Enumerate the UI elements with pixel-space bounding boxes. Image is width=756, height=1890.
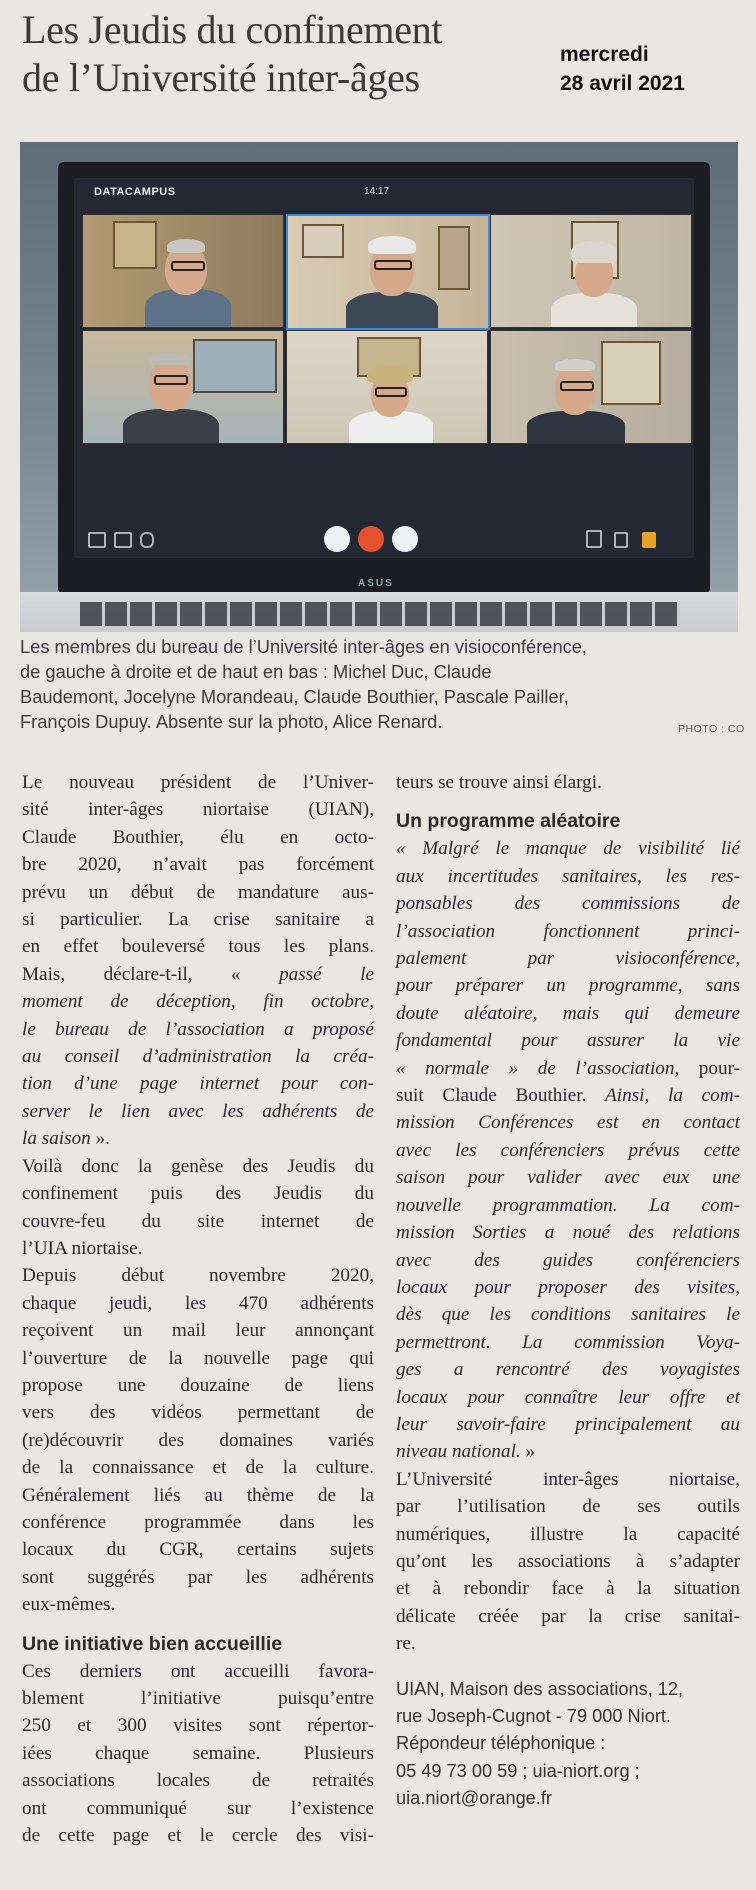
participant-tile-4 xyxy=(82,330,284,444)
participants-icon[interactable] xyxy=(614,532,628,548)
publication-date xyxy=(560,40,685,98)
participant-tile-1 xyxy=(82,214,284,328)
text-line: sité inter-âges niortaise (UIAN), xyxy=(22,799,374,821)
text-run: suit Claude Bouthier. xyxy=(396,1085,606,1107)
text-line: l’ouverture de la nouvelle page qui xyxy=(22,1347,374,1369)
text-line: vers des vidéos permettant de xyxy=(22,1402,374,1424)
text-line: propose une douzaine de liens xyxy=(22,1374,374,1396)
text-line: tion d’une page internet pour con- xyxy=(22,1073,374,1095)
text-line: ges a rencontré des voyagistes xyxy=(396,1359,740,1381)
text-line: Claude Bouthier, élu en octo- xyxy=(22,826,374,848)
text-line: (re)découvrir des domaines variés xyxy=(22,1429,374,1451)
share-screen-icon[interactable] xyxy=(114,532,132,548)
text-line: mission Sorties a noué des relations xyxy=(396,1222,740,1244)
subheading: Un programme aléatoire xyxy=(396,810,621,833)
text-run: » xyxy=(520,1441,536,1463)
text-line: l’UIA niortaise. xyxy=(22,1237,143,1259)
text-line: Depuis début novembre 2020, xyxy=(22,1265,374,1287)
text-line: iées chaque semaine. Plusieurs xyxy=(22,1742,374,1764)
camera-icon[interactable] xyxy=(392,526,418,552)
text-line: reçoivent un mail leur annonçant xyxy=(22,1320,374,1342)
text-run-italic: passé le xyxy=(279,963,374,985)
screen-clock: 14:17 xyxy=(364,186,390,197)
text-line: eux-mêmes. xyxy=(22,1594,116,1616)
text-line: chaque jeudi, les 470 adhérents xyxy=(22,1292,374,1314)
headline xyxy=(22,6,542,102)
text-line: saison pour valider avec eux une xyxy=(396,1167,740,1189)
text-line xyxy=(22,1125,374,1152)
text-line: délicate créée par la crise sanitai- xyxy=(396,1605,740,1627)
text-line: si particulier. La crise sanitaire a xyxy=(22,909,374,931)
text-line: et à rebondir face à la situation xyxy=(396,1578,740,1600)
laptop-logo: ASUS xyxy=(358,578,394,589)
text-line: avec les conférenciers prévus cette xyxy=(396,1139,740,1161)
text-line: permettront. La commission Voya- xyxy=(396,1331,740,1353)
text-line: mission Conférences est en contact xyxy=(396,1112,740,1134)
text-run-italic: « normale » de l’association xyxy=(396,1057,675,1079)
text-run-italic: Ainsi, la com- xyxy=(605,1085,740,1107)
text-line: sont suggérés par les adhérents xyxy=(22,1566,374,1588)
text-line: palement par visioconférence, xyxy=(396,948,740,970)
text-line: server le lien avec les adhérents de xyxy=(22,1100,374,1122)
text-line: L’Université inter-âges niortaise, xyxy=(396,1468,740,1490)
text-line: avec des guides conférenciers xyxy=(396,1249,740,1271)
microphone-icon[interactable] xyxy=(324,526,350,552)
text-line: teurs se trouve ainsi élargi. xyxy=(396,772,602,793)
text-line: Voilà donc la genèse des Jeudis du xyxy=(22,1155,374,1177)
text-line: ponsables des commissions de xyxy=(396,893,740,915)
text-line xyxy=(396,1055,740,1082)
participant-tile-2 xyxy=(286,214,490,330)
caption-line: François Dupuy. Absente sur la photo, Alice Renard. xyxy=(20,711,443,732)
text-line: locaux pour connaître leur offre et xyxy=(396,1386,740,1408)
photo-caption xyxy=(20,634,740,734)
address-line: UIAN, Maison des associations, 12, xyxy=(396,1678,684,1699)
text-run: ». xyxy=(90,1128,110,1150)
address-line: 05 49 73 00 59 ; uia-niort.org ; xyxy=(396,1760,640,1781)
caption-line: Baudemont, Jocelyne Morandeau, Claude Bouthier, Pascale Pailler, xyxy=(20,686,569,707)
text-line: prévu un début de mandature aus- xyxy=(22,881,374,903)
text-line: au conseil d’administration la créa- xyxy=(22,1046,374,1068)
text-line: dès que les conditions sanitaires le xyxy=(396,1304,740,1326)
hang-up-icon[interactable] xyxy=(358,526,384,552)
date-full: 28 avril 2021 xyxy=(560,72,685,95)
text-line: nouvelle programmation. La com- xyxy=(396,1194,740,1216)
text-line: par l’utilisation de ses outils xyxy=(396,1496,740,1518)
text-line: couvre-feu du site internet de xyxy=(22,1210,374,1232)
text-line: conférence programmée dans les xyxy=(22,1511,374,1533)
headline-line-2: de l’Université inter-âges xyxy=(22,55,420,100)
text-line: Généralement liés au thème de la xyxy=(22,1484,374,1506)
participant-tile-5 xyxy=(286,330,488,444)
video-conference-screen xyxy=(74,178,694,558)
text-line: qu’ont les associations à s’adapter xyxy=(396,1550,740,1572)
article-photo xyxy=(20,142,738,632)
text-line: l’association fonctionnent princi- xyxy=(396,920,740,942)
text-line: leur savoir-faire principalement au xyxy=(396,1413,740,1435)
text-run: , pour- xyxy=(674,1057,740,1079)
text-line: re. xyxy=(396,1633,416,1655)
headline-line-1: Les Jeudis du confinement xyxy=(22,7,443,52)
text-line: aux incertitudes sanitaires, les res- xyxy=(396,865,740,887)
address-line: Répondeur téléphonique : xyxy=(396,1733,606,1754)
participant-tile-3 xyxy=(490,214,692,328)
address-line: rue Joseph-Cugnot - 79 000 Niort. xyxy=(396,1706,671,1726)
address-line: uia.niort@orange.fr xyxy=(396,1788,552,1809)
text-line: associations locales de retraités xyxy=(22,1770,374,1792)
text-line: bre 2020, n’avait pas forcément xyxy=(22,854,374,876)
grid-view-icon[interactable] xyxy=(586,530,602,548)
text-line: « Malgré le manque de visibilité lié xyxy=(396,838,740,860)
text-line: 250 et 300 visites sont répertor- xyxy=(22,1715,374,1737)
subheading: Une initiative bien accueillie xyxy=(22,1632,283,1655)
text-line xyxy=(396,1438,740,1465)
text-line: Le nouveau président de l’Univer- xyxy=(22,772,374,793)
caption-line: Les membres du bureau de l’Université inter-âges en visioconférence, xyxy=(20,636,588,657)
article-column-1 xyxy=(22,769,374,1849)
caption-line: de gauche à droite et de haut en bas : Michel Duc, Claude xyxy=(20,661,492,682)
app-brand: DATACAMPUS xyxy=(94,186,176,198)
video-call-toolbar xyxy=(74,520,694,558)
text-line: numériques, illustre la capacité xyxy=(396,1523,740,1545)
text-run-italic: niveau national. xyxy=(396,1441,521,1463)
text-line: doute aléatoire, mais qui demeure xyxy=(396,1002,740,1024)
text-line: de la connaissance et de la culture. xyxy=(22,1457,374,1479)
text-line: confinement puis des Jeudis du xyxy=(22,1183,374,1205)
article-column-2 xyxy=(396,769,740,1813)
text-line xyxy=(22,961,374,988)
text-line: fondamental pour assurer la vie xyxy=(396,1030,740,1052)
text-run: Mais, déclare-t-il, « xyxy=(22,963,280,985)
security-shield-icon[interactable] xyxy=(642,532,656,548)
text-line: moment de déception, fin octobre, xyxy=(22,991,374,1013)
text-line: en effet bouleversé tous les plans. xyxy=(22,936,374,958)
photo-credit: PHOTO : CO xyxy=(678,723,745,735)
raise-hand-icon[interactable] xyxy=(140,532,154,548)
laptop-keyboard xyxy=(20,592,738,632)
text-line: locaux du CGR, certains sujets xyxy=(22,1539,374,1561)
text-run-italic: la saison xyxy=(22,1128,91,1150)
text-line: blement l’initiative puisqu’entre xyxy=(22,1688,374,1709)
laptop-screen xyxy=(58,162,710,594)
text-line: ont communiqué sur l’existence xyxy=(22,1797,374,1819)
participant-tile-6 xyxy=(490,330,692,444)
text-line: pour préparer un programme, sans xyxy=(396,975,740,997)
text-line: Ces derniers ont accueilli favora- xyxy=(22,1660,374,1682)
text-line xyxy=(396,1082,740,1109)
text-line: de cette page et le cercle des visi- xyxy=(22,1825,374,1847)
text-line: locaux pour proposer des visites, xyxy=(396,1276,740,1298)
date-weekday: mercredi xyxy=(560,43,649,66)
chat-icon[interactable] xyxy=(88,532,106,548)
text-line: le bureau de l’association a proposé xyxy=(22,1018,374,1040)
